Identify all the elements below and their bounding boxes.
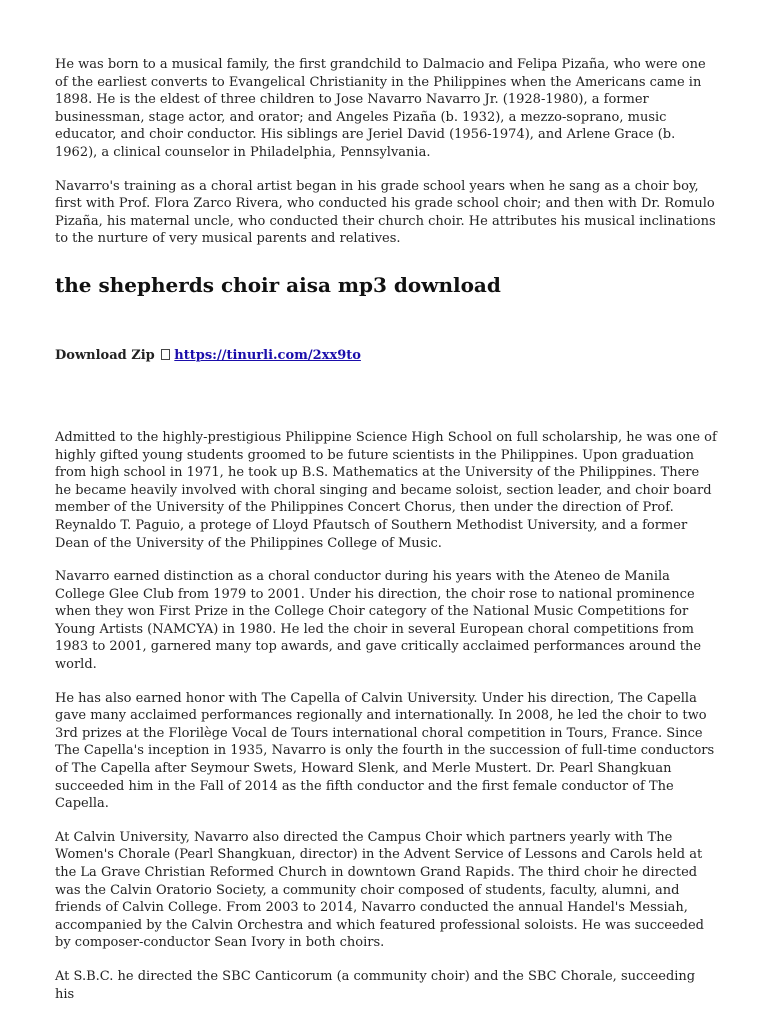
paragraph-birth: He was born to a musical family, the first grandchild to Dalmacio and Felipa Pizaña, who were one of the earliest converts to Evangelical Christianity in the Philippines when the Americans came in 1898. He is the eldest of three children to Jose Navarro Navarro Jr. (1928-1980), a former businessman, stage actor, and orator; and Angeles Pizaña (b. 1932), a mezzo-soprano, music educator, and choir conductor. His siblings are Jeriel David (1956-1974), and Arlene Grace (b. 1962), a clinical counselor in Philadelphia, Pennsylvania.: [55, 57, 706, 160]
paragraph-ateneo: Navarro earned distinction as a choral conductor during his years with the Ateneo de Manila College Glee Club from 1979 to 2001. Under his direction, the choir rose to national prominence when they won First Prize in the College Choir category of the National Music Competitions for Young Artists (NAMCYA) in 1980. He led the choir in several European choral competitions from 1983 to 2001, garnered many top awards, and gave critically acclaimed performances around the world.: [55, 569, 702, 673]
page-heading: the shepherds choir aisa mp3 download: [55, 272, 501, 297]
download-line: [55, 347, 717, 365]
box-glyph-icon: [161, 349, 170, 360]
document-page: [55, 56, 717, 1019]
paragraph-calvin: At Calvin University, Navarro also directed the Campus Choir which partners yearly with The Women's Chorale (Pearl Shangkuan, director) in the Advent Service of Lessons and Carols held at the La Grave Christian Reformed Church in downtown Grand Rapids. The third choir he directed was the Calvin Oratorio Society, a community choir composed of students, faculty, alumni, and friends of Calvin College. From 2003 to 2014, Navarro conducted the annual Handel's Messiah, accompanied by the Calvin Orchestra and which featured professional soloists. He was succeeded by composer-conductor Sean Ivory in both choirs.: [55, 829, 704, 951]
article-body: [55, 429, 717, 1003]
paragraph-training: Navarro's training as a choral artist began in his grade school years when he sang as a choir boy, first with Prof. Flora Zarco Rivera, who conducted his grade school choir; and then with Dr. Romulo Pizaña, his maternal uncle, who conducted their church choir. He attributes his musical inclinations to the nurture of very musical parents and relatives.: [55, 178, 716, 247]
download-label: Download Zip: [55, 347, 155, 363]
paragraph-science-high: Admitted to the highly-prestigious Philippine Science High School on full scholarship, he was one of highly gifted young students groomed to be future scientists in the Philippines. Upon graduation from high school in 1971, he took up B.S. Mathematics at the University of the Philippines. There he became heavily involved with choral singing and became soloist, section leader, and choir board member of the University of the Philippines Concert Chorus, then under the direction of Prof. Reynaldo T. Paguio, a protege of Lloyd Pfautsch of Southern Methodist University, and a former Dean of the University of the Philippines College of Music.: [55, 429, 717, 551]
paragraph-sbc: At S.B.C. he directed the SBC Canticorum (a community choir) and the SBC Chorale, succeeding his: [55, 968, 696, 1002]
paragraph-capella: He has also earned honor with The Capella of Calvin University. Under his direction, The Capella gave many acclaimed performances regionally and internationally. In 2008, he led the choir to two 3rd prizes at the Florilège Vocal de Tours international choral competition in Tours, France. Since The Capella's inception in 1935, Navarro is only the fourth in the succession of full-time conductors of The Capella after Seymour Swets, Howard Slenk, and Merle Mustert. Dr. Pearl Shangkuan succeeded him in the Fall of 2014 as the fifth conductor and the first female conductor of The Capella.: [55, 690, 715, 812]
download-link[interactable]: https://tinurli.com/2xx9to: [174, 347, 361, 363]
